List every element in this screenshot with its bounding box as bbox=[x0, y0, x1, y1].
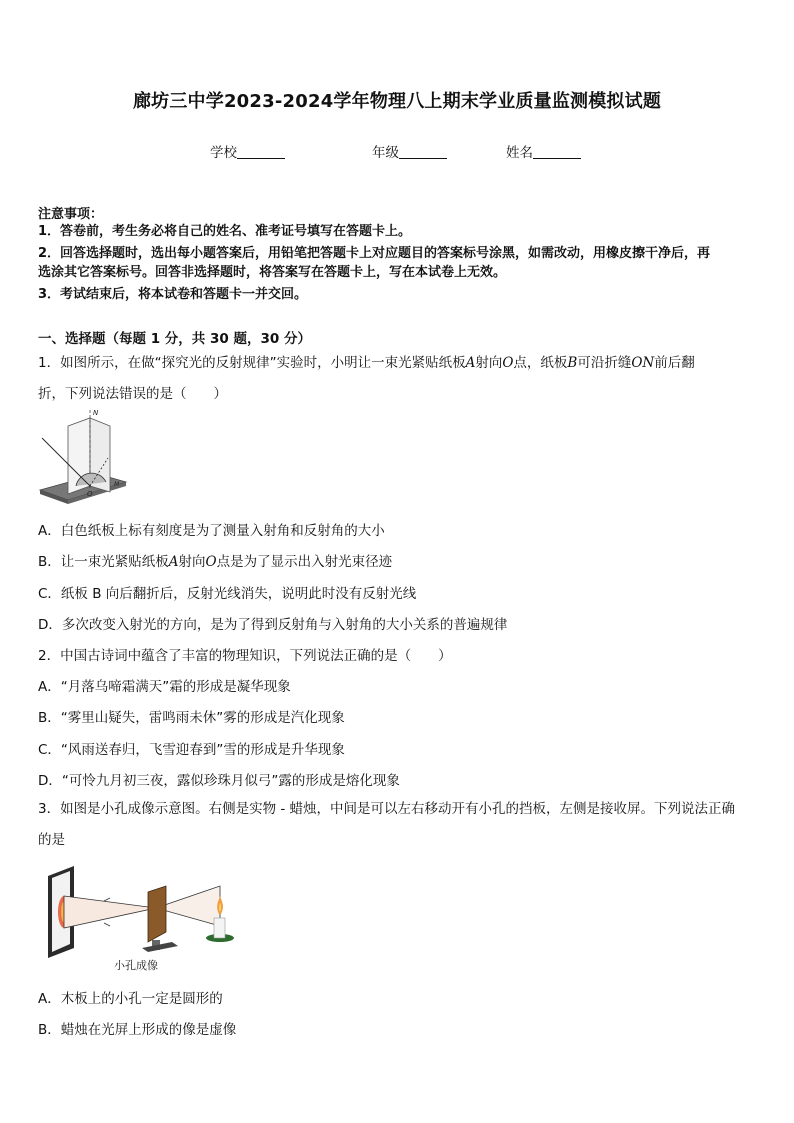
notice-heading: 注意事项： bbox=[38, 207, 104, 222]
q1-stem bbox=[38, 348, 758, 410]
q3-stem-line1: 3．如图是小孔成像示意图。右侧是实物 - 蜡烛，中间是可以左右移动开有小孔的挡板，左侧是接收屏。下列说法正确 bbox=[38, 801, 736, 817]
notice-item-2b: 选涂其它答案标号。回答非选择题时，将答案写在答题卡上，写在本试卷上无效。 bbox=[38, 265, 507, 280]
q1-stem-text-a: 1．如图所示，在做“探究光的反射规律”实验时，小明让一束光紧贴纸板 bbox=[38, 355, 466, 371]
q1-option-d: D．多次改变入射光的方向，是为了得到反射角与入射角的大小关系的普遍规律 bbox=[38, 617, 508, 633]
q2-stem: 2．中国古诗词中蕴含了丰富的物理知识，下列说法正确的是（ ） bbox=[38, 648, 452, 664]
q1-option-b-var-a: A bbox=[168, 554, 179, 570]
q1-option-b-var-o: O bbox=[205, 554, 217, 570]
q2-option-b: B．“雾里山疑失，雷鸣雨未休”雾的形成是汽化现象 bbox=[38, 710, 345, 726]
fig1-label-o: O bbox=[87, 490, 93, 498]
name-label: 姓名 bbox=[506, 145, 533, 161]
q2-option-a: A．“月落乌啼霜满天”霜的形成是凝华现象 bbox=[38, 679, 291, 695]
q3-option-a: A．木板上的小孔一定是圆形的 bbox=[38, 991, 223, 1007]
pinhole-figure-caption: 小孔成像 bbox=[114, 959, 158, 972]
school-label: 学校 bbox=[210, 145, 237, 161]
q3-option-b: B．蜡烛在光屏上形成的像是虚像 bbox=[38, 1022, 237, 1038]
notice-item-3: 3．考试结束后，将本试卷和答题卡一并交回。 bbox=[38, 287, 308, 302]
q1-stem-text-e: 前后翻 bbox=[654, 355, 695, 371]
name-blank bbox=[533, 144, 581, 159]
pinhole-imaging-figure bbox=[44, 862, 244, 974]
q1-option-b-text-1: B．让一束光紧贴纸板 bbox=[38, 554, 169, 570]
q1-stem-line2: 折，下列说法错误的是（ ） bbox=[38, 386, 227, 402]
q1-stem-text-c: 点，纸板 bbox=[513, 355, 568, 371]
notice-item-2a: 2．回答选择题时，选出每小题答案后，用铅笔把答题卡上对应题目的答案标号涂黑，如需改动，用橡皮擦干净后，再 bbox=[38, 246, 711, 261]
school-blank bbox=[237, 144, 285, 159]
q2-option-d: D．“可怜九月初三夜，露似珍珠月似弓”露的形成是熔化现象 bbox=[38, 773, 400, 789]
q1-option-b bbox=[38, 550, 758, 570]
grade-label: 年级 bbox=[372, 145, 399, 161]
school-field bbox=[210, 141, 285, 161]
q1-stem-text-d: 可沿折缝 bbox=[577, 355, 632, 371]
reflection-experiment-figure bbox=[38, 408, 128, 506]
q2-option-c: C．“风雨送春归，飞雪迎春到”雪的形成是升华现象 bbox=[38, 742, 345, 758]
exam-title: 廊坊三中学2023-2024学年物理八上期末学业质量监测模拟试题 bbox=[132, 91, 662, 112]
q1-option-a: A．白色纸板上标有刻度是为了测量入射角和反射角的大小 bbox=[38, 523, 385, 539]
q1-stem-var-b: B bbox=[567, 355, 578, 371]
grade-field bbox=[372, 141, 447, 161]
notice-item-1: 1．答卷前，考生务必将自己的姓名、准考证号填写在答题卡上。 bbox=[38, 224, 412, 239]
q1-stem-text-b: 射向 bbox=[475, 355, 503, 371]
q1-option-b-text-2: 射向 bbox=[178, 554, 206, 570]
grade-blank bbox=[399, 144, 447, 159]
fig1-label-m: M bbox=[114, 481, 120, 488]
q1-stem-var-a: A bbox=[465, 355, 476, 371]
fig1-label-n: N bbox=[93, 409, 99, 417]
q3-stem-line2: 的是 bbox=[38, 832, 65, 848]
q1-option-c: C．纸板 B 向后翻折后，反射光线消失，说明此时没有反射光线 bbox=[38, 586, 417, 602]
q1-stem-var-on: ON bbox=[631, 355, 655, 371]
q1-stem-var-o: O bbox=[502, 355, 514, 371]
q1-option-b-text-3: 点是为了显示出入射光束径迹 bbox=[216, 554, 393, 570]
q3-stem bbox=[38, 794, 758, 856]
section-title: 一、选择题（每题 1 分，共 30 题，30 分） bbox=[38, 331, 311, 347]
name-field bbox=[506, 141, 581, 161]
